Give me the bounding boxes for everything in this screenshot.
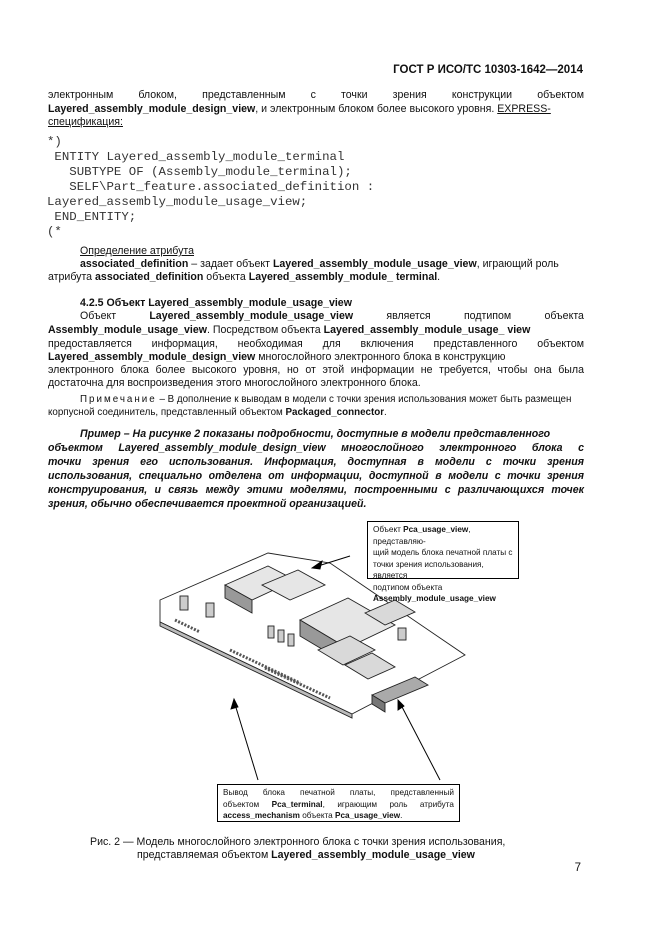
callout-2-text-4: .: [400, 811, 403, 820]
section-text-1e: объекта: [544, 310, 584, 322]
section-text-1d: подтипом: [463, 310, 512, 322]
attr-text-4: объекта: [203, 271, 249, 283]
callout-2-obj-2: access_mechanism: [223, 811, 300, 820]
section-text-2b: . Посредством объекта: [206, 324, 324, 336]
section-text-4b: многослойного электронного блока в конструкцию: [255, 351, 506, 363]
note-obj: Packaged_connector: [285, 407, 385, 418]
attr-text-3: атрибута: [48, 271, 96, 283]
section-obj-4: Layered_assembly_module_design_view: [48, 351, 256, 363]
component-6: [288, 634, 294, 646]
obj-design-view: Layered_assembly_module_design_view: [48, 103, 256, 115]
example-line-5: конструирования, и связь между этими моделями, построенными с различающихся точек: [48, 484, 584, 496]
example-line-3: точки зрения его использования. Информация, доступная в модели с точки зрения: [48, 456, 584, 468]
attr-heading: Определение атрибута: [80, 245, 195, 257]
example-line-4: использования, специально отделена от информации, доступной в модели с точки зрения: [48, 470, 584, 482]
attr-obj-2: Layered_assembly_module_ terminal: [248, 271, 438, 283]
callout-1-line-3: точки зрения использования, является: [373, 559, 484, 580]
callout-2-line-3: [223, 810, 454, 822]
capacitor-3: [398, 628, 406, 640]
section-title: 4.2.5 Объект Layered_assembly_module_usage_view: [80, 297, 352, 309]
callout-2-leader-b: [400, 703, 440, 780]
capacitor-1: [180, 596, 188, 610]
example-line-6: зрения, обычно обеспечивается проектной организацией.: [48, 498, 367, 510]
code-line-1: *): [47, 135, 62, 149]
note-text-3: .: [384, 407, 387, 418]
attr-text-1: – задает объект: [188, 258, 273, 270]
document-header-code: ГОСТ Р ИСО/ТС 10303-1642—2014: [393, 64, 583, 76]
attr-text-2: , играющий роль: [476, 258, 559, 270]
example-line-2: объектом Layered_assembly_module_design_view многослойного электронного блока с: [48, 442, 584, 454]
callout-2-obj-3: Pca_usage_view: [335, 811, 401, 820]
code-line-5: Layered_assembly_module_usage_view;: [47, 195, 308, 209]
callout-1-line-1: [373, 524, 513, 547]
attr-name: associated_definition: [80, 258, 189, 270]
section-line-6: достаточна для воспроизведения этого многослойного электронного блока.: [48, 377, 421, 389]
figure-caption-line-2: [137, 849, 475, 861]
code-line-7: (*: [47, 225, 62, 239]
section-text-1a: Объект: [80, 310, 117, 322]
intro-text: , и электронным блоком более высокого уровня.: [255, 103, 498, 115]
code-line-4: SELF\Part_feature.associated_definition :: [47, 180, 375, 194]
callout-2-leader-a: [234, 701, 258, 780]
note-text-2: корпусной соединитель, представленный объектом: [48, 407, 286, 418]
component-4: [268, 626, 274, 638]
callout-1-text-2: , представляю-: [373, 525, 471, 546]
section-obj-1: Layered_assembly_module_usage_view: [149, 310, 354, 322]
code-line-6: END_ENTITY;: [47, 210, 137, 224]
example-line-1: Пример – На рисунке 2 показаны подробности, доступные в модели представленного: [80, 428, 551, 440]
callout-1-obj: Pca_usage_view: [403, 525, 469, 534]
callout-1-line-2: щий модель блока печатной платы с: [373, 548, 513, 557]
callout-2-obj: Pca_terminal: [271, 799, 323, 809]
code-line-3: SUBTYPE OF (Assembly_module_terminal);: [47, 165, 352, 179]
intro-line-1: электронным блоком, представленным с точки зрения конструкции объектом: [48, 89, 584, 101]
callout-terminal: [217, 784, 460, 822]
callout-2-line-2: [223, 799, 454, 811]
caption-obj: Layered_assembly_module_usage_view: [271, 849, 475, 861]
section-obj-3: Layered_assembly_module_usage_ view: [323, 324, 531, 336]
caption-text: представляемая объектом: [137, 849, 272, 861]
callout-2-text-2: , играющим роль атрибута: [322, 799, 454, 809]
arrowhead-2: [231, 699, 238, 709]
callout-2-text-1: объектом: [223, 799, 272, 809]
section-line-5: электронного блока более высокого уровня, но от этой информации не требуется, чтобы она была: [48, 364, 584, 376]
express-label: EXPRESS-: [497, 103, 551, 115]
figure-caption-line-1: Рис. 2 — Модель многослойного электронного блока с точки зрения использования,: [90, 836, 506, 848]
callout-1-text-1: Объект: [373, 525, 404, 534]
callout-2-line-1: Вывод блока печатной платы, представленный: [223, 788, 454, 797]
component-5: [278, 630, 284, 642]
note-text-1: – В дополнение к выводам в модели с точки зрения использования может быть размещен: [156, 394, 572, 405]
section-text-1c: является: [386, 310, 431, 322]
callout-1-obj-2: Assembly_module_usage_view: [373, 594, 496, 603]
callout-2-text-3: объекта: [299, 811, 336, 820]
callout-usage-view: [367, 521, 519, 603]
note-label: Примечание: [80, 394, 157, 405]
section-obj-2: Assembly_module_usage_view: [48, 324, 207, 336]
capacitor-2: [206, 603, 214, 617]
section-line-3: предоставляется информация, необходимая для включения представленного объектом: [48, 338, 584, 350]
page-number: 7: [574, 862, 581, 874]
callout-1-leader: [318, 556, 350, 566]
code-line-2: ENTITY Layered_assembly_module_terminal: [47, 150, 345, 164]
attr-text-5: .: [437, 271, 441, 283]
attr-name-2: associated_definition: [95, 271, 204, 283]
callout-1-line-4: подтипом объекта: [373, 582, 443, 592]
intro-spec: спецификация:: [48, 116, 123, 128]
attr-obj-1: Layered_assembly_module_usage_view: [272, 258, 477, 270]
